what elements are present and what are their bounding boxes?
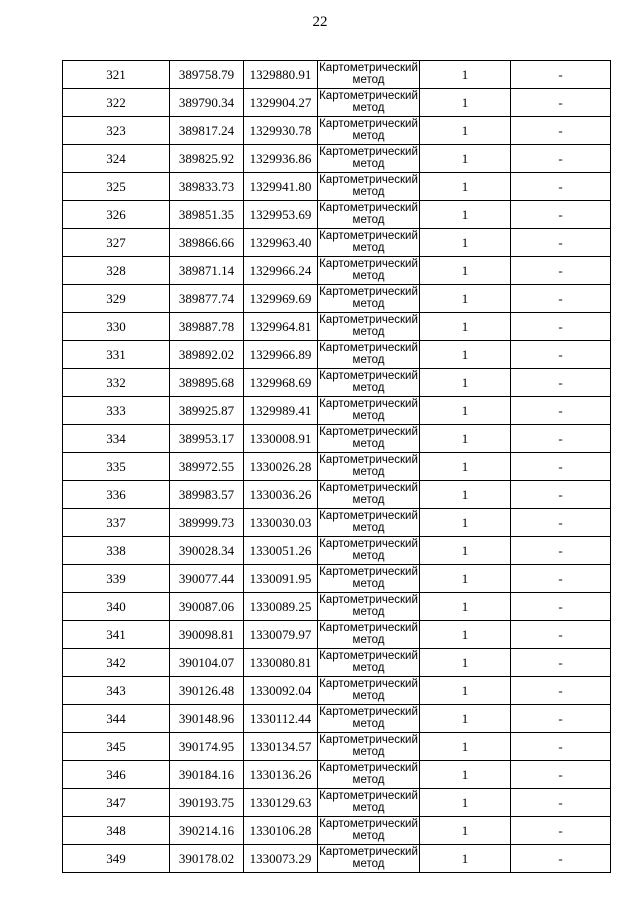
table-row <box>63 229 611 257</box>
value-cell: 1 <box>420 201 511 229</box>
point-number-cell: 324 <box>63 145 170 173</box>
value-cell: 1 <box>420 61 511 89</box>
x-coordinate-cell: 390028.34 <box>170 537 244 565</box>
note-cell: - <box>511 565 611 593</box>
note-cell: - <box>511 425 611 453</box>
y-coordinate-cell: 1330089.25 <box>244 593 318 621</box>
method-cell: Картометрический метод <box>318 593 420 621</box>
y-coordinate-cell: 1330129.63 <box>244 789 318 817</box>
table-row <box>63 61 611 89</box>
y-coordinate-cell: 1330136.26 <box>244 761 318 789</box>
method-cell: Картометрический метод <box>318 705 420 733</box>
point-number-cell: 341 <box>63 621 170 649</box>
table-row <box>63 733 611 761</box>
note-cell: - <box>511 649 611 677</box>
note-cell: - <box>511 229 611 257</box>
y-coordinate-cell: 1330080.81 <box>244 649 318 677</box>
y-coordinate-cell: 1329989.41 <box>244 397 318 425</box>
table-row <box>63 257 611 285</box>
point-number-cell: 330 <box>63 313 170 341</box>
x-coordinate-cell: 389790.34 <box>170 89 244 117</box>
value-cell: 1 <box>420 817 511 845</box>
method-cell: Картометрический метод <box>318 733 420 761</box>
table-row <box>63 621 611 649</box>
x-coordinate-cell: 390126.48 <box>170 677 244 705</box>
value-cell: 1 <box>420 677 511 705</box>
method-cell: Картометрический метод <box>318 761 420 789</box>
y-coordinate-cell: 1329904.27 <box>244 89 318 117</box>
point-number-cell: 336 <box>63 481 170 509</box>
table-row <box>63 201 611 229</box>
value-cell: 1 <box>420 705 511 733</box>
x-coordinate-cell: 390087.06 <box>170 593 244 621</box>
page-number: 22 <box>312 14 328 30</box>
point-number-cell: 328 <box>63 257 170 285</box>
table-row <box>63 677 611 705</box>
table-row <box>63 537 611 565</box>
note-cell: - <box>511 593 611 621</box>
x-coordinate-cell: 390184.16 <box>170 761 244 789</box>
x-coordinate-cell: 390077.44 <box>170 565 244 593</box>
method-cell: Картометрический метод <box>318 285 420 313</box>
x-coordinate-cell: 389866.66 <box>170 229 244 257</box>
point-number-cell: 346 <box>63 761 170 789</box>
x-coordinate-cell: 389871.14 <box>170 257 244 285</box>
method-cell: Картометрический метод <box>318 313 420 341</box>
table-row <box>63 481 611 509</box>
x-coordinate-cell: 389925.87 <box>170 397 244 425</box>
note-cell: - <box>511 369 611 397</box>
point-number-cell: 335 <box>63 453 170 481</box>
point-number-cell: 326 <box>63 201 170 229</box>
y-coordinate-cell: 1330112.44 <box>244 705 318 733</box>
table-row <box>63 369 611 397</box>
method-cell: Картометрический метод <box>318 145 420 173</box>
x-coordinate-cell: 389895.68 <box>170 369 244 397</box>
method-cell: Картометрический метод <box>318 173 420 201</box>
value-cell: 1 <box>420 313 511 341</box>
note-cell: - <box>511 481 611 509</box>
note-cell: - <box>511 117 611 145</box>
x-coordinate-cell: 390148.96 <box>170 705 244 733</box>
note-cell: - <box>511 845 611 873</box>
table-row <box>63 761 611 789</box>
value-cell: 1 <box>420 733 511 761</box>
value-cell: 1 <box>420 173 511 201</box>
note-cell: - <box>511 733 611 761</box>
value-cell: 1 <box>420 845 511 873</box>
point-number-cell: 347 <box>63 789 170 817</box>
method-cell: Картометрический метод <box>318 621 420 649</box>
x-coordinate-cell: 389972.55 <box>170 453 244 481</box>
note-cell: - <box>511 621 611 649</box>
value-cell: 1 <box>420 537 511 565</box>
y-coordinate-cell: 1330091.95 <box>244 565 318 593</box>
method-cell: Картометрический метод <box>318 369 420 397</box>
value-cell: 1 <box>420 761 511 789</box>
point-number-cell: 345 <box>63 733 170 761</box>
note-cell: - <box>511 313 611 341</box>
x-coordinate-cell: 389892.02 <box>170 341 244 369</box>
value-cell: 1 <box>420 397 511 425</box>
method-cell: Картометрический метод <box>318 201 420 229</box>
x-coordinate-cell: 390174.95 <box>170 733 244 761</box>
x-coordinate-cell: 390193.75 <box>170 789 244 817</box>
point-number-cell: 322 <box>63 89 170 117</box>
value-cell: 1 <box>420 117 511 145</box>
table-row <box>63 117 611 145</box>
x-coordinate-cell: 390104.07 <box>170 649 244 677</box>
method-cell: Картометрический метод <box>318 565 420 593</box>
method-cell: Картометрический метод <box>318 677 420 705</box>
y-coordinate-cell: 1330051.26 <box>244 537 318 565</box>
table-row <box>63 397 611 425</box>
y-coordinate-cell: 1329930.78 <box>244 117 318 145</box>
table-row <box>63 565 611 593</box>
note-cell: - <box>511 761 611 789</box>
table-row <box>63 817 611 845</box>
note-cell: - <box>511 89 611 117</box>
method-cell: Картометрический метод <box>318 229 420 257</box>
x-coordinate-cell: 390214.16 <box>170 817 244 845</box>
table-row <box>63 649 611 677</box>
note-cell: - <box>511 145 611 173</box>
table-row <box>63 453 611 481</box>
table-row <box>63 845 611 873</box>
value-cell: 1 <box>420 621 511 649</box>
x-coordinate-cell: 389817.24 <box>170 117 244 145</box>
point-number-cell: 331 <box>63 341 170 369</box>
method-cell: Картометрический метод <box>318 649 420 677</box>
value-cell: 1 <box>420 565 511 593</box>
point-number-cell: 338 <box>63 537 170 565</box>
value-cell: 1 <box>420 481 511 509</box>
method-cell: Картометрический метод <box>318 481 420 509</box>
point-number-cell: 337 <box>63 509 170 537</box>
note-cell: - <box>511 817 611 845</box>
value-cell: 1 <box>420 369 511 397</box>
note-cell: - <box>511 61 611 89</box>
y-coordinate-cell: 1329953.69 <box>244 201 318 229</box>
note-cell: - <box>511 509 611 537</box>
x-coordinate-cell: 389887.78 <box>170 313 244 341</box>
table-row <box>63 89 611 117</box>
y-coordinate-cell: 1329966.89 <box>244 341 318 369</box>
value-cell: 1 <box>420 593 511 621</box>
method-cell: Картометрический метод <box>318 845 420 873</box>
note-cell: - <box>511 201 611 229</box>
value-cell: 1 <box>420 229 511 257</box>
x-coordinate-cell: 389758.79 <box>170 61 244 89</box>
note-cell: - <box>511 677 611 705</box>
value-cell: 1 <box>420 453 511 481</box>
method-cell: Картометрический метод <box>318 89 420 117</box>
x-coordinate-cell: 389953.17 <box>170 425 244 453</box>
point-number-cell: 333 <box>63 397 170 425</box>
y-coordinate-cell: 1330092.04 <box>244 677 318 705</box>
x-coordinate-cell: 389833.73 <box>170 173 244 201</box>
x-coordinate-cell: 389877.74 <box>170 285 244 313</box>
y-coordinate-cell: 1329968.69 <box>244 369 318 397</box>
note-cell: - <box>511 173 611 201</box>
method-cell: Картометрический метод <box>318 257 420 285</box>
method-cell: Картометрический метод <box>318 817 420 845</box>
y-coordinate-cell: 1330008.91 <box>244 425 318 453</box>
y-coordinate-cell: 1329941.80 <box>244 173 318 201</box>
y-coordinate-cell: 1330073.29 <box>244 845 318 873</box>
method-cell: Картометрический метод <box>318 453 420 481</box>
note-cell: - <box>511 285 611 313</box>
note-cell: - <box>511 705 611 733</box>
value-cell: 1 <box>420 285 511 313</box>
note-cell: - <box>511 257 611 285</box>
x-coordinate-cell: 389825.92 <box>170 145 244 173</box>
x-coordinate-cell: 389983.57 <box>170 481 244 509</box>
point-number-cell: 340 <box>63 593 170 621</box>
point-number-cell: 343 <box>63 677 170 705</box>
point-number-cell: 325 <box>63 173 170 201</box>
method-cell: Картометрический метод <box>318 117 420 145</box>
note-cell: - <box>511 341 611 369</box>
coordinates-table <box>62 60 611 873</box>
note-cell: - <box>511 537 611 565</box>
method-cell: Картометрический метод <box>318 341 420 369</box>
value-cell: 1 <box>420 649 511 677</box>
point-number-cell: 321 <box>63 61 170 89</box>
table-row <box>63 285 611 313</box>
value-cell: 1 <box>420 425 511 453</box>
x-coordinate-cell: 389851.35 <box>170 201 244 229</box>
value-cell: 1 <box>420 257 511 285</box>
y-coordinate-cell: 1330026.28 <box>244 453 318 481</box>
table-row <box>63 313 611 341</box>
value-cell: 1 <box>420 341 511 369</box>
value-cell: 1 <box>420 145 511 173</box>
y-coordinate-cell: 1329969.69 <box>244 285 318 313</box>
method-cell: Картометрический метод <box>318 789 420 817</box>
table-row <box>63 145 611 173</box>
y-coordinate-cell: 1329963.40 <box>244 229 318 257</box>
table-row <box>63 705 611 733</box>
point-number-cell: 323 <box>63 117 170 145</box>
method-cell: Картометрический метод <box>318 537 420 565</box>
y-coordinate-cell: 1329936.86 <box>244 145 318 173</box>
table-row <box>63 509 611 537</box>
table-row <box>63 341 611 369</box>
y-coordinate-cell: 1330030.03 <box>244 509 318 537</box>
y-coordinate-cell: 1329880.91 <box>244 61 318 89</box>
value-cell: 1 <box>420 789 511 817</box>
method-cell: Картометрический метод <box>318 425 420 453</box>
table-row <box>63 789 611 817</box>
y-coordinate-cell: 1330134.57 <box>244 733 318 761</box>
point-number-cell: 329 <box>63 285 170 313</box>
y-coordinate-cell: 1329966.24 <box>244 257 318 285</box>
point-number-cell: 327 <box>63 229 170 257</box>
coordinates-table-body <box>63 61 611 873</box>
point-number-cell: 344 <box>63 705 170 733</box>
method-cell: Картометрический метод <box>318 509 420 537</box>
y-coordinate-cell: 1330079.97 <box>244 621 318 649</box>
method-cell: Картометрический метод <box>318 397 420 425</box>
point-number-cell: 349 <box>63 845 170 873</box>
x-coordinate-cell: 390098.81 <box>170 621 244 649</box>
value-cell: 1 <box>420 89 511 117</box>
point-number-cell: 342 <box>63 649 170 677</box>
method-cell: Картометрический метод <box>318 61 420 89</box>
y-coordinate-cell: 1330106.28 <box>244 817 318 845</box>
y-coordinate-cell: 1330036.26 <box>244 481 318 509</box>
point-number-cell: 332 <box>63 369 170 397</box>
note-cell: - <box>511 397 611 425</box>
x-coordinate-cell: 390178.02 <box>170 845 244 873</box>
point-number-cell: 348 <box>63 817 170 845</box>
value-cell: 1 <box>420 509 511 537</box>
point-number-cell: 339 <box>63 565 170 593</box>
x-coordinate-cell: 389999.73 <box>170 509 244 537</box>
note-cell: - <box>511 453 611 481</box>
table-row <box>63 425 611 453</box>
note-cell: - <box>511 789 611 817</box>
y-coordinate-cell: 1329964.81 <box>244 313 318 341</box>
table-row <box>63 173 611 201</box>
table-row <box>63 593 611 621</box>
point-number-cell: 334 <box>63 425 170 453</box>
